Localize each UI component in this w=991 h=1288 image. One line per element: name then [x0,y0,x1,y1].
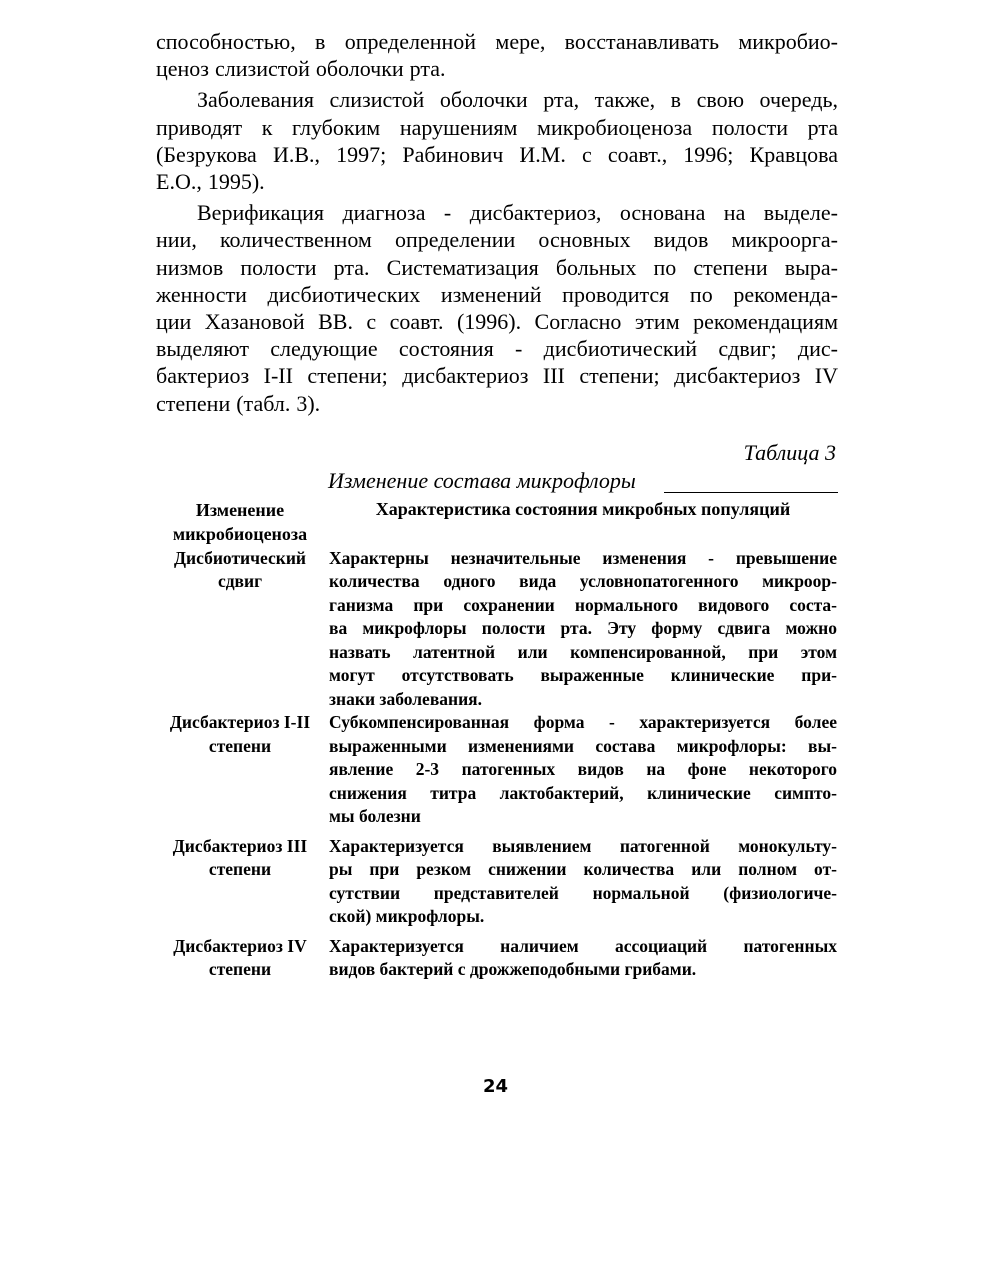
row-name-cell [151,711,329,829]
microflora-table [151,498,837,982]
table-row [151,546,837,712]
table-row [151,829,837,929]
desc-line: мы болезни [329,806,421,827]
text-line: низмов полости рта. Систематизация больных по степени выра- [156,254,838,280]
table-row [151,711,837,829]
text-line: степени (табл. 3). [156,390,321,416]
desc-line: явление 2-3 патогенных видов на фоне некоторого [329,759,837,780]
paragraph-2 [156,86,838,195]
desc-line: Характеризуется наличием ассоциаций патогенных [329,935,837,956]
desc-line: видов бактерий с дрожжеподобными грибами. [329,959,697,980]
row-name-line2: степени [208,959,272,980]
header-change-line1: Изменение [195,499,285,520]
text-line: способностью, в определенной мере, восстанавливать микробио- [156,29,838,54]
desc-line: ва микрофлоры полости рта. Эту форму сдвига можно [329,618,837,639]
row-name-cell [151,546,329,712]
desc-line: назвать латентной или компенсированной, при этом [329,641,837,662]
page-number: 24 [482,1076,509,1097]
text-line: ции Хазановой ВВ. с соавт. (1996). Согласно этим рекомендациям [156,309,838,335]
text-line: Заболевания слизистой оболочки рта, также, в свою очередь, [197,87,838,113]
desc-line: сутствии представителей нормальной (физиологиче- [329,882,837,903]
desc-line: ры при резком снижении количества или полном от- [329,859,837,880]
header-characteristic: Характеристика состояния микробных популяций [375,498,791,519]
text-line: приводят к глубоким нарушениям микробиоценоза полости рта [156,114,838,140]
text-line: женности дисбиотических изменений проводится по рекоменда- [156,281,838,307]
paragraph-3 [156,199,838,417]
desc-line: ганизма при сохранении нормального видового соста- [329,594,837,615]
desc-line: выраженными изменениями состава микрофлоры: вы- [329,735,837,756]
text-line: ценоз слизистой оболочки рта. [156,56,446,82]
row-name-line1: Дисбиотический [173,547,306,568]
desc-line: могут отсутствовать выраженные клинические при- [329,665,837,686]
text-line: (Безрукова И.В., 1997; Рабинович И.М. с соавт., 1996; Кравцова [156,141,838,167]
row-name-cell [151,929,329,982]
desc-line: Субкомпенсированная форма - характеризуется более [329,712,837,733]
desc-line: снижения титра лактобактерий, клинические симпто- [329,782,837,803]
header-change-line2: микробиоценоза [172,523,308,544]
text-line: выделяют следующие состояния - дисбиотический сдвиг; дис- [156,336,838,362]
text-line: нии, количественном определении основных видов микроорга- [156,227,838,253]
row-name-cell [151,829,329,929]
table-title-text: Изменение состава микрофлоры [328,467,636,493]
table-header-row [151,498,837,546]
row-name-line2: степени [208,859,272,880]
text-line: бактериоз I-II степени; дисбактериоз III степени; дисбактериоз IV [156,363,838,389]
text-line: Е.О., 1995). [156,169,265,195]
row-desc-cell [329,829,837,929]
title-underline [664,492,838,493]
row-name-line1: Дисбактериоз IV [173,935,307,956]
desc-line: Характеризуется выявлением патогенной монокульту- [329,835,837,856]
row-desc-cell [329,711,837,829]
row-desc-cell [329,546,837,712]
desc-line: ской) микрофлоры. [329,906,485,927]
table-label: Таблица 3 [743,439,836,465]
table-row [151,929,837,982]
row-name-line1: Дисбактериоз III [172,835,308,856]
desc-line: Характерны незначительные изменения - превышение [329,547,837,568]
table-title [156,466,838,498]
text-line: Верификация диагноза - дисбактериоз, основана на выделе- [197,200,838,226]
page-body [156,28,838,982]
header-change [151,498,329,546]
row-desc-cell [329,929,837,982]
row-name-line2: степени [208,735,272,756]
desc-line: количества одного вида условнопатогенного микроор- [329,571,837,592]
row-name-line2: сдвиг [217,571,263,592]
paragraph-1 [156,28,838,82]
desc-line: знаки заболевания. [329,688,483,709]
row-name-line1: Дисбактериоз I-II [169,712,311,733]
